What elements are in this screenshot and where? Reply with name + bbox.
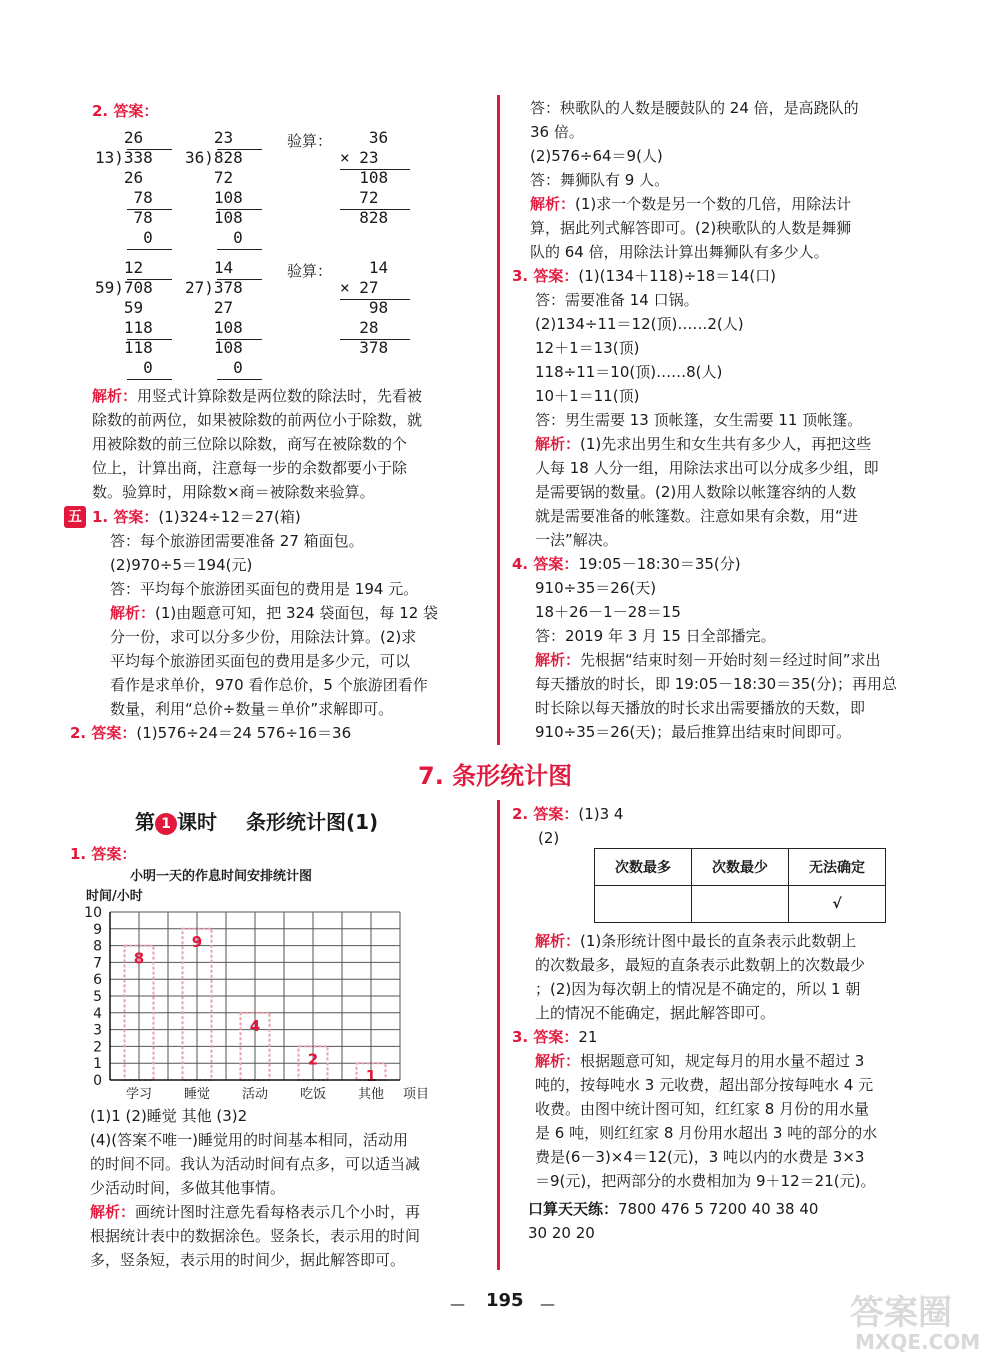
check-rule (340, 299, 410, 300)
table-cell: √ (789, 886, 886, 923)
chart-svg (80, 862, 430, 1102)
x-tick-label: 学习 (125, 1087, 153, 1102)
div-line: 0 (95, 228, 153, 247)
q5-1-answer: 1. 答案：(1)324÷12＝27(箱) (92, 508, 301, 526)
chart-answer-line: 的时间不同。我认为活动时间有点多，可以适当减 (90, 1155, 421, 1173)
analysis-line: 数。验算时，用除数×商＝被除数来验算。 (92, 483, 375, 501)
analysis-line: 用被除数的前三位除以除数，商写在被除数的个 (92, 435, 408, 453)
y-tick-label: 9 (93, 921, 102, 938)
label-prefix: 解析： (535, 651, 581, 669)
label-prefix: 3. 答案： (512, 267, 579, 285)
footer-dash-right: — (540, 1295, 555, 1313)
page-number: 195 (486, 1290, 524, 1311)
label-prefix: 解析： (530, 195, 576, 213)
x-tick-label: 睡觉 (183, 1087, 211, 1102)
check-rule (340, 209, 410, 210)
analysis-line: 收费。由图中统计图可知，红红家 8 月份的用水量 (535, 1100, 870, 1118)
check-line: 378 (340, 338, 389, 357)
analysis-line: ；(2)因为每次朝上的情况是不确定的，所以 1 朝 (535, 980, 861, 998)
chart-answer-line: 多，竖条短，表示用的时间少，据此解答即可。 (90, 1251, 406, 1269)
check-line: 72 (340, 188, 379, 207)
mental-label: 口算天天练： (528, 1200, 619, 1218)
analysis-line: 是 6 吨，则红红家 8 月份用水超出 3 吨的部分的水 (535, 1124, 878, 1142)
table-header: 次数最多 (595, 849, 692, 886)
bar-value-label: 2 (307, 1050, 319, 1069)
analysis-line: 的次数最多，最短的直条表示此数朝上的次数最少 (535, 956, 866, 974)
bar-value-label: 9 (191, 932, 203, 951)
label-prefix: 解析： (110, 604, 156, 622)
y-tick-label: 5 (93, 989, 102, 1005)
q3-line: 解析：(1)先求出男生和女生共有多少人，再把这些 (535, 435, 872, 453)
label-prefix: 1. 答案： (70, 845, 137, 863)
label-prefix: 2. 答案： (70, 724, 137, 742)
q3-line: (2)134÷11＝12(顶)……2(人) (535, 315, 744, 333)
q2-answer-label (92, 100, 158, 122)
right-line: 队的 64 倍，用除法计算出舞狮队有多少人。 (530, 243, 829, 261)
section-title: 7. 条形统计图 (418, 762, 573, 790)
column-divider-bottom (497, 800, 500, 1270)
q3-line: 答：男生需要 13 顶帐篷，女生需要 11 顶帐篷。 (535, 411, 863, 429)
q5-2-answer: 2. 答案：(1)576÷24＝24 576÷16＝36 (70, 724, 352, 742)
div-line: 36)828 (185, 148, 243, 167)
analysis-line: 解析：(1)条形统计图中最长的直条表示此数朝上 (535, 932, 857, 950)
q3-line: 是需要锅的数量。(2)用人数除以帐篷容纳的人数 (535, 483, 857, 501)
q4-line: 910÷35＝26(天)；最后推算出结束时间即可。 (535, 723, 852, 741)
check-line: 14 (340, 258, 389, 277)
label-prefix: 解析： (535, 435, 581, 453)
analysis-line: 解析：根据题意可知，规定每月的用水量不超过 3 (535, 1052, 865, 1070)
div-line: 59)708 (95, 278, 153, 297)
div-line: 0 (95, 358, 153, 377)
y-tick-label: 10 (84, 905, 102, 921)
y-tick-label: 3 (93, 1022, 102, 1039)
check-line: 828 (340, 208, 389, 227)
check-line: 28 (340, 318, 379, 337)
chart-answer-line: 根据统计表中的数据涂色。竖条长，表示用的时间 (90, 1227, 421, 1245)
label-prefix: 解析： (535, 1052, 581, 1070)
q3-line: 人每 18 人分一组，用除法求出可以分成多少组，即 (535, 459, 879, 477)
analysis-line: 上的情况不能确定，据此解答即可。 (535, 1004, 776, 1022)
check-rule (340, 169, 410, 170)
label-prefix: 3. 答案： (512, 1028, 579, 1046)
q3-line: 12＋1＝13(顶) (535, 339, 640, 357)
y-tick-label: 0 (93, 1073, 102, 1089)
right-line: (2)576÷64＝9(人) (530, 147, 663, 165)
r2-q3-answer: 3. 答案：21 (512, 1028, 598, 1046)
watermark-url: MXQE.COM (855, 1330, 981, 1354)
chart-ylabel: 时间/小时 (86, 889, 143, 904)
div-rule (217, 379, 262, 380)
check-line: × 27 (340, 278, 379, 297)
right-line: 算，据此列式解答即可。(2)秧歌队的人数是舞狮 (530, 219, 852, 237)
q5-1-line: 解析：(1)由题意可知，把 324 袋面包，每 12 袋 (110, 604, 439, 622)
label-prefix: 2. 答案： (92, 102, 159, 120)
y-tick-label: 2 (93, 1039, 102, 1056)
div-line: 0 (185, 228, 243, 247)
div-line: 14 (185, 258, 234, 277)
div-line: 27)378 (185, 278, 243, 297)
watermark-logo: 答案圈 (850, 1293, 952, 1333)
r2-q2-sub: (2) (538, 829, 560, 847)
column-divider-top (497, 95, 500, 745)
q4-answer: 4. 答案：19:05－18:30＝35(分) (512, 555, 741, 573)
check-line: 36 (340, 128, 389, 147)
div-rule (217, 249, 262, 250)
div-rule (127, 279, 172, 280)
bar-value-label: 1 (365, 1067, 377, 1086)
y-tick-label: 8 (93, 938, 102, 955)
div-rule (127, 149, 172, 150)
check-line: 108 (340, 168, 389, 187)
x-tick-label: 吃饭 (299, 1087, 327, 1102)
right-line: 答：舞狮队有 9 人。 (530, 171, 670, 189)
q4-line: 每天播放的时长，即 19:05－18:30＝35(分)；再用总 (535, 675, 898, 693)
q3-line: 10＋1＝11(顶) (535, 387, 640, 405)
div-line: 108 (185, 318, 243, 337)
analysis-line: 位上，计算出商，注意每一步的余数都要小于除 (92, 459, 408, 477)
lesson-prefix: 第 (135, 810, 155, 834)
check-label-2: 验算： (287, 262, 333, 280)
lesson-name: 条形统计图(1) (245, 810, 379, 834)
bar-value-label: 8 (133, 949, 145, 968)
right-line: 解析：(1)求一个数是另一个数的几倍，用除法计 (530, 195, 852, 213)
r2-q2-answer: 2. 答案：(1)3 4 (512, 805, 624, 823)
div-rule (127, 379, 172, 380)
section-five-badge: 五 (64, 506, 86, 528)
div-line: 12 (95, 258, 144, 277)
q4-line: 时长除以每天播放的时长求出需要播放的天数，即 (535, 699, 866, 717)
div-line: 59 (95, 298, 144, 317)
mental-math (528, 1198, 818, 1220)
div-line: 13)338 (95, 148, 153, 167)
q5-1-line: 分一份，求可以分多少份，用除法计算。(2)求 (110, 628, 417, 646)
q3-answer: 3. 答案：(1)(134＋118)÷18＝14(口) (512, 267, 777, 285)
label-prefix: 1. 答案： (92, 508, 159, 526)
div-line: 26 (95, 168, 144, 187)
lesson-number: 1 (155, 813, 177, 835)
chart-answer-line: (1)1 (2)睡觉 其他 (3)2 (90, 1107, 248, 1125)
chart-answer-line: (4)(答案不唯一)睡觉用的时间基本相同，活动用 (90, 1131, 408, 1149)
div-line: 0 (185, 358, 243, 377)
y-tick-label: 7 (93, 955, 102, 972)
analysis-line: 费是(6－3)×4＝12(元)，3 吨以内的水费是 3×3 (535, 1148, 865, 1166)
chart-answer-line: 解析：画统计图时注意先看每格表示几个小时，再 (90, 1203, 421, 1221)
check-label-1: 验算： (287, 132, 333, 150)
chart-answer-line: 少活动时间，多做其他事情。 (90, 1179, 286, 1197)
label-prefix: 4. 答案： (512, 555, 579, 573)
q4-line: 解析：先根据“结束时刻－开始时刻＝经过时间”求出 (535, 651, 881, 669)
table-header: 无法确定 (789, 849, 886, 886)
x-tick-label: 其他 (357, 1087, 385, 1102)
div-rule (217, 149, 262, 150)
q5-1-line: 平均每个旅游团买面包的费用是多少元，可以 (110, 652, 411, 670)
check-rule (340, 339, 410, 340)
q5-1-line: (2)970÷5＝194(元) (110, 556, 253, 574)
div-line: 78 (95, 188, 153, 207)
right-line: 答：秧歌队的人数是腰鼓队的 24 倍，是高跷队的 (530, 99, 859, 117)
div-line: 78 (95, 208, 153, 227)
y-tick-label: 4 (93, 1005, 102, 1022)
answer-table (594, 848, 886, 923)
div-rule (217, 279, 262, 280)
footer-dash-left: — (450, 1295, 465, 1313)
check-line: × 23 (340, 148, 379, 167)
div-line: 26 (95, 128, 144, 147)
analysis-line: 除数的前两位，如果被除数的前两位小于除数，就 (92, 411, 423, 429)
q4-line: 910÷35＝26(天) (535, 579, 657, 597)
check-line: 98 (340, 298, 389, 317)
chart-xlabel: 项目 (403, 1087, 430, 1102)
div-line: 118 (95, 338, 153, 357)
label-prefix: 解析： (535, 932, 581, 950)
table-header: 次数最少 (692, 849, 789, 886)
q4-line: 18＋26－1－28＝15 (535, 603, 681, 621)
chart-title: 小明一天的作息时间安排统计图 (130, 869, 313, 884)
q5-1-line: 看作是求单价，970 看作总价，5 个旅游团看作 (110, 676, 428, 694)
div-rule (217, 209, 262, 210)
y-tick-label: 6 (93, 972, 102, 989)
div-line: 108 (185, 338, 243, 357)
q4-line: 答：2019 年 3 月 15 日全部播完。 (535, 627, 776, 645)
q3-line: 答：需要准备 14 口锅。 (535, 291, 699, 309)
right-line: 36 倍。 (530, 123, 584, 141)
q5-1-line: 数量，利用“总价÷数量＝单价”求解即可。 (110, 700, 394, 718)
lesson-title (135, 806, 378, 835)
div-rule (127, 209, 172, 210)
x-tick-label: 活动 (241, 1087, 269, 1102)
div-rule (127, 249, 172, 250)
bar-value-label: 4 (249, 1016, 261, 1035)
q3-line: 一法”解决。 (535, 531, 618, 549)
div-line: 108 (185, 188, 243, 207)
analysis-line: ＝9(元)，把两部分的水费相加为 9＋12＝21(元)。 (535, 1172, 876, 1190)
label-prefix: 解析： (90, 1203, 136, 1221)
div-line: 27 (185, 298, 234, 317)
div-line: 23 (185, 128, 234, 147)
q3-line: 就是需要准备的帐篷数。注意如果有余数，用“进 (535, 507, 858, 525)
div-line: 72 (185, 168, 234, 187)
bar-chart (80, 862, 430, 1102)
q5-1-line: 答：每个旅游团需要准备 27 箱面包。 (110, 532, 364, 550)
y-tick-label: 1 (93, 1056, 102, 1073)
analysis-line: 解析：用竖式计算除数是两位数的除法时，先看被 (92, 387, 423, 405)
q5-1-line: 答：平均每个旅游团买面包的费用是 194 元。 (110, 580, 419, 598)
mental-line-1: 7800 476 5 7200 40 38 40 (618, 1200, 819, 1218)
mental-line-2: 30 20 20 (528, 1224, 595, 1242)
table-cell (595, 886, 692, 923)
q3-line: 118÷11＝10(顶)……8(人) (535, 363, 723, 381)
div-rule (127, 339, 172, 340)
label-prefix: 解析： (92, 387, 138, 405)
div-line: 118 (95, 318, 153, 337)
table-cell (692, 886, 789, 923)
label-prefix: 2. 答案： (512, 805, 579, 823)
lesson-suffix: 课时 (177, 810, 217, 834)
analysis-line: 吨的，按每吨水 3 元收费，超出部分按每吨水 4 元 (535, 1076, 874, 1094)
div-line: 108 (185, 208, 243, 227)
div-rule (217, 339, 262, 340)
